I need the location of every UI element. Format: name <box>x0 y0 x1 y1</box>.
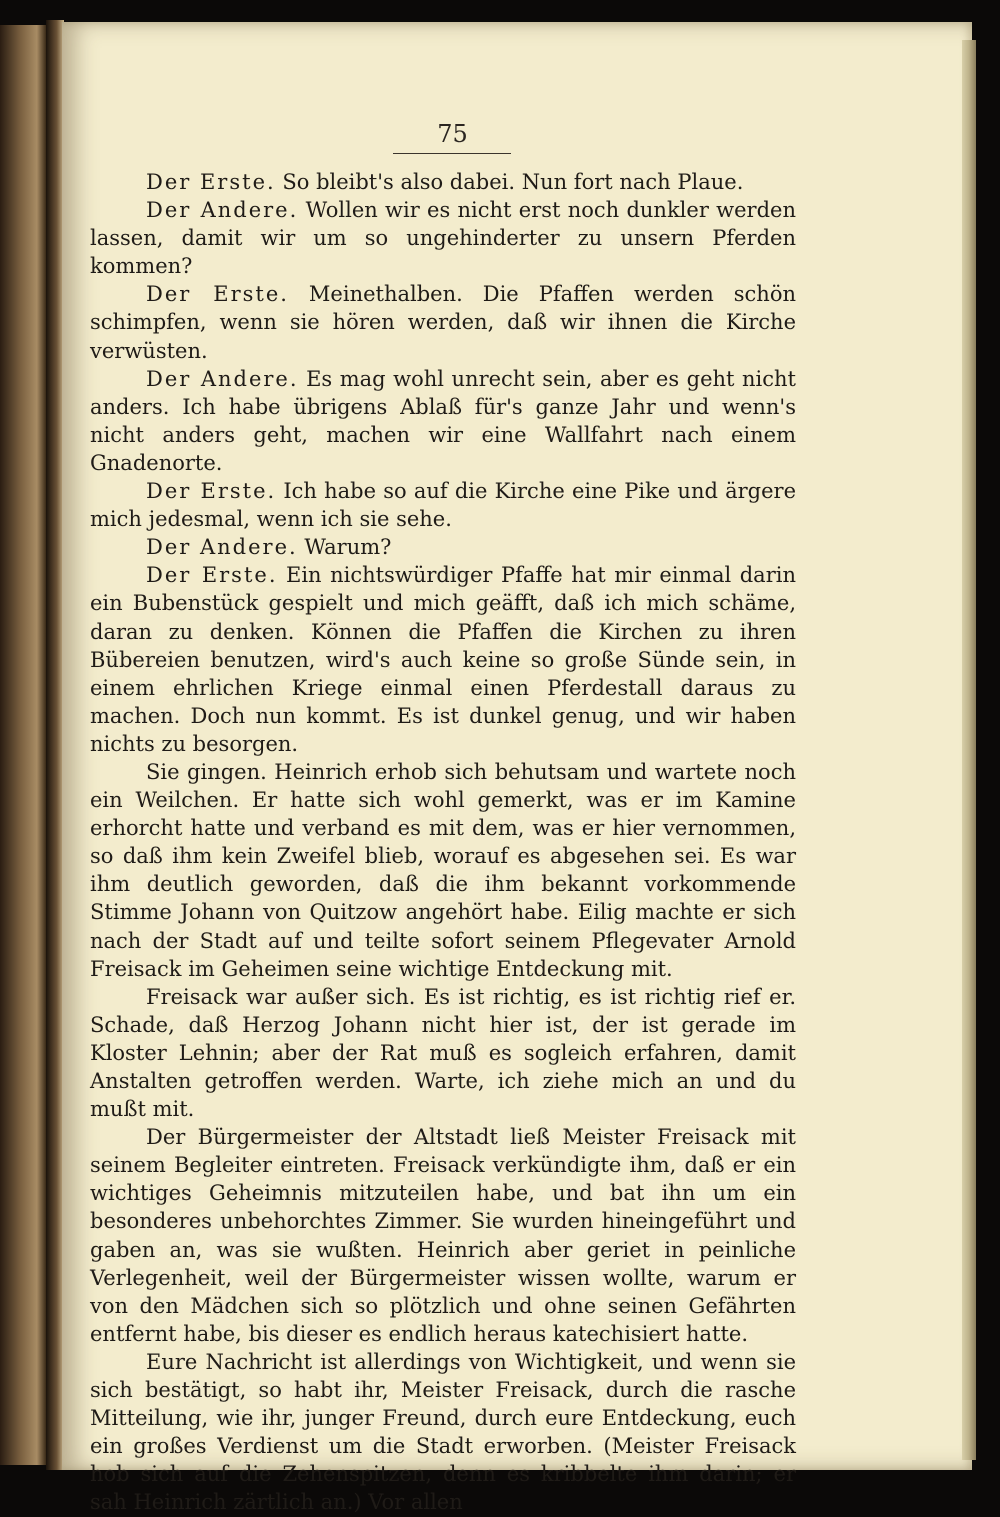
paragraph <box>90 561 796 758</box>
paragraph-text: Sie gingen. Heinrich erhob sich behutsam und wartete noch ein Weilchen. Er hatte sich wohl gemerkt, was er im Kamine erhorcht hatte und verband es mit dem, was er hier vernommen, so daß ihm kein Zweifel blieb, worauf es abgesehen sei. Es war ihm deutlich geworden, daß die ihm bekannt vorkommende Stimme Johann von Quitzow angehört habe. Eilig machte er sich nach der Stadt auf und teilte sofort seinem Pflegevater Arnold Freisack im Geheimen seine wichtige Entdeckung mit. <box>90 759 796 981</box>
paragraph-text: Freisack war außer sich. Es ist richtig, es ist richtig rief er. Schade, daß Herzog Johann nicht hier ist, der ist gerade im Kloster Lehnin; aber der Rat muß es sogleich erfahren, damit Anstalten getroffen werden. Warte, ich ziehe mich an und du mußt mit. <box>90 984 796 1122</box>
paragraph-text: Warum? <box>304 535 392 560</box>
paragraph-text: Der Bürgermeister der Altstadt ließ Meister Freisack mit seinem Begleiter eintreten. Freisack verkündigte ihm, daß er ein wichtiges Geheimnis mitzuteilen habe, und bat ihn um ein besonderes unbehorchtes Zimmer. Sie wurden hineingeführt und gaben an, was sie wußten. Heinrich aber geriet in peinliche Verlegenheit, weil der Bürgermeister wissen wollte, warum er von den Mädchen sich so plötzlich und ohne seinen Gefährten entfernt habe, bis dieser es endlich heraus katechisiert hatte. <box>90 1125 796 1346</box>
paragraph-text: So bleibt's also dabei. Nun fort nach Plaue. <box>282 170 744 194</box>
paragraph <box>90 365 796 477</box>
speaker-label: Der Andere. <box>146 198 299 223</box>
speaker-label: Der Erste. <box>146 170 276 194</box>
paragraph-text: Meinethalben. Die Pfaffen werden schön schimpfen, wenn sie hören werden, daß wir ihnen die Kirche verwüsten. <box>90 282 796 363</box>
paragraph <box>90 280 796 364</box>
paragraph <box>90 533 796 561</box>
speaker-label: Der Erste. <box>146 563 278 588</box>
paragraph <box>90 983 796 1123</box>
paragraph-text: Ein nichtswürdiger Pfaffe hat mir einmal darin ein Bubenstück gespielt und mich geäfft, daß ich mich schäme, daran zu denken. Können die Pfaffen die Kirchen zu ihren Bübereien benutzen, wird's auch keine so große Sünde sein, in einem ehrlichen Kriege einmal einen Pferdestall daraus zu machen. Doch nun kommt. Es ist dunkel genug, und wir haben nichts zu besorgen. <box>90 563 796 756</box>
left-page-edge <box>0 25 46 1465</box>
paragraph <box>90 1123 796 1348</box>
speaker-label: Der Andere. <box>146 366 299 391</box>
paragraph <box>90 1348 796 1517</box>
speaker-label: Der Erste. <box>146 282 289 307</box>
paragraph <box>90 196 796 280</box>
paragraph-text: Wollen wir es nicht erst noch dunkler werden lassen, damit wir um so ungehinderter zu unsern Pferden kommen? <box>90 198 796 279</box>
page-number: 75 <box>437 120 468 148</box>
page-number-rule <box>393 153 511 154</box>
paragraph <box>90 168 796 196</box>
paragraph-text: Es mag wohl unrecht sein, aber es geht nicht anders. Ich habe übrigens Ablaß für's ganze Jahr und wenn's nicht anders geht, machen wir eine Wallfahrt nach einem Gnadenorte. <box>90 366 796 475</box>
speaker-label: Der Andere. <box>146 535 298 560</box>
paragraph <box>90 477 796 533</box>
paragraph-text: Eure Nachricht ist allerdings von Wichtigkeit, und wenn sie sich bestätigt, so habt ihr, Meister Freisack, durch die rasche Mitteilung, wie ihr, junger Freund, durch eure Entdeckung, euch ein großes Verdienst um die Stadt erworben. (Meister Freisack hob sich auf die Zehenspitzen, denn es kribbelte ihm darin; er sah Heinrich zärtlich an.) Vor allen <box>90 1349 796 1515</box>
paragraph-text: Ich habe so auf die Kirche eine Pike und ärgere mich jedesmal, wenn ich sie sehe. <box>90 479 796 532</box>
page-stack-edge <box>962 40 976 1460</box>
paragraph <box>90 758 796 983</box>
body-text <box>90 168 796 1517</box>
speaker-label: Der Erste. <box>146 479 277 504</box>
